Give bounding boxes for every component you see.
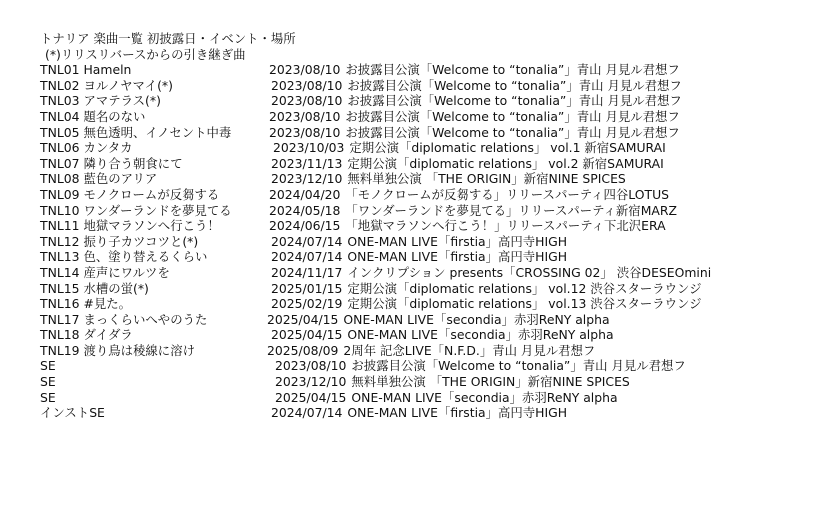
premiere-info — [271, 156, 664, 172]
list-item — [40, 312, 830, 328]
song-code: SE — [40, 374, 56, 390]
song-code: TNL03 — [40, 93, 80, 109]
premiere-date: 2023/08/10 — [269, 62, 341, 78]
song-code: TNL13 — [40, 249, 80, 265]
song-code: TNL05 — [40, 124, 80, 140]
list-item — [40, 171, 830, 187]
song-code: TNL08 — [40, 171, 80, 187]
song-code: SE — [40, 358, 56, 374]
premiere-info — [275, 358, 686, 374]
song-list — [40, 62, 830, 421]
song-title: 隣り合う朝食にて — [83, 155, 183, 171]
song-name — [40, 140, 133, 156]
premiere-date: 2025/04/15 — [275, 389, 347, 405]
premiere-event: 定期公演「diplomatic relations」 vol.13 渋谷スターラウンジ — [347, 296, 702, 312]
premiere-info — [267, 312, 610, 328]
premiere-date: 2024/07/14 — [271, 233, 343, 249]
premiere-event: インクリプション presents「CROSSING 02」 渋谷DESEOmini — [347, 264, 712, 280]
song-title: 藍色のアリア — [83, 171, 158, 187]
song-code: TNL10 — [40, 202, 80, 218]
list-item — [40, 327, 830, 343]
song-title: 振り子カツコツと(*) — [83, 233, 199, 249]
song-title: 水槽の蛍(*) — [83, 280, 149, 296]
premiere-date: 2023/12/10 — [271, 171, 343, 187]
song-name — [40, 187, 219, 203]
list-item — [40, 156, 830, 172]
premiere-event: お披露目公演「Welcome to “tonalia”」青山 月見ル君想フ — [345, 124, 680, 140]
premiere-info — [275, 374, 630, 390]
song-title: 題名のない — [83, 108, 146, 124]
list-item — [40, 296, 830, 312]
premiere-info — [273, 140, 666, 156]
premiere-event: 無料単独公演 「THE ORIGIN」新宿NINE SPICES — [347, 171, 626, 187]
premiere-event: ONE-MAN LIVE「secondia」赤羽ReNY alpha — [347, 327, 614, 343]
premiere-event: 定期公演「diplomatic relations」 vol.1 新宿SAMURAI — [349, 140, 666, 156]
premiere-event: ONE-MAN LIVE「firstia」高円寺HIGH — [347, 233, 568, 249]
premiere-info — [271, 78, 682, 94]
song-code: TNL11 — [40, 218, 80, 234]
premiere-date: 2023/08/10 — [269, 124, 341, 140]
list-item — [40, 281, 830, 297]
song-name — [40, 358, 56, 374]
premiere-event: ONE-MAN LIVE「firstia」高円寺HIGH — [347, 405, 568, 421]
song-name — [40, 109, 145, 125]
song-code: TNL18 — [40, 327, 80, 343]
song-title: 色、塗り替えるくらい — [83, 249, 208, 265]
song-name — [40, 93, 161, 109]
list-item — [40, 109, 830, 125]
song-name — [40, 62, 131, 78]
premiere-event: 「モノクロームが反芻する」リリースパーティ四谷LOTUS — [345, 186, 670, 202]
song-name — [40, 203, 232, 219]
premiere-event: 定期公演「diplomatic relations」 vol.12 渋谷スターラウンジ — [347, 280, 702, 296]
premiere-date: 2023/08/10 — [275, 358, 347, 374]
song-title: ワンダーランドを夢見てる — [83, 202, 232, 218]
premiere-event: お披露目公演「Welcome to “tonalia”」青山 月見ル君想フ — [347, 77, 682, 93]
song-code: TNL01 — [40, 62, 80, 78]
premiere-info — [269, 62, 680, 78]
list-item — [40, 218, 830, 234]
song-name — [40, 78, 173, 94]
premiere-date: 2025/04/15 — [271, 327, 343, 343]
premiere-info — [271, 327, 614, 343]
premiere-event: ONE-MAN LIVE「secondia」赤羽ReNY alpha — [351, 389, 618, 405]
premiere-info — [271, 405, 567, 421]
note-text: (*)リリスリバースからの引き継ぎ曲 — [45, 46, 246, 62]
list-item — [40, 265, 830, 281]
premiere-info — [267, 343, 595, 359]
song-code: SE — [40, 389, 56, 405]
premiere-info — [271, 281, 702, 297]
premiere-date: 2024/11/17 — [271, 264, 343, 280]
premiere-date: 2024/06/15 — [269, 218, 341, 234]
song-title: 無色透明、イノセント中毒 — [83, 124, 232, 140]
list-item — [40, 405, 830, 421]
premiere-date: 2025/01/15 — [271, 280, 343, 296]
song-title: 地獄マラソンへ行こう！ — [83, 218, 220, 234]
song-code: TNL06 — [40, 140, 80, 156]
premiere-date: 2024/04/20 — [269, 186, 341, 202]
song-title: ダイダラ — [83, 327, 133, 343]
list-item — [40, 343, 830, 359]
premiere-info — [275, 390, 618, 406]
song-code: TNL09 — [40, 186, 80, 202]
song-title: まっくらいへやのうた — [83, 311, 208, 327]
song-title: Hameln — [83, 62, 132, 78]
premiere-info — [271, 171, 626, 187]
premiere-event: 無料単独公演 「THE ORIGIN」新宿NINE SPICES — [351, 374, 630, 390]
premiere-info — [271, 265, 711, 281]
list-item — [40, 203, 830, 219]
premiere-date: 2023/12/10 — [275, 374, 347, 390]
premiere-event: 定期公演「diplomatic relations」 vol.2 新宿SAMURAI — [347, 155, 664, 171]
song-list-document — [40, 31, 830, 421]
song-title: モノクロームが反芻する — [83, 186, 220, 202]
premiere-info — [269, 125, 680, 141]
premiere-event: お披露目公演「Welcome to “tonalia”」青山 月見ル君想フ — [347, 93, 682, 109]
premiere-info — [269, 203, 677, 219]
song-title: 産声にワルツを — [83, 264, 170, 280]
song-code: TNL15 — [40, 280, 80, 296]
premiere-info — [269, 109, 680, 125]
song-code: TNL14 — [40, 264, 80, 280]
premiere-event: お披露目公演「Welcome to “tonalia”」青山 月見ル君想フ — [345, 62, 680, 78]
list-item — [40, 125, 830, 141]
premiere-event: 2周年 記念LIVE「N.F.D.」青山 月見ル君想フ — [343, 342, 596, 358]
song-name — [40, 218, 220, 234]
premiere-event: 「ワンダーランドを夢見てる」リリースパーティ新宿MARZ — [345, 202, 677, 218]
premiere-info — [271, 296, 702, 312]
premiere-date: 2025/02/19 — [271, 296, 343, 312]
list-item — [40, 78, 830, 94]
list-item — [40, 374, 830, 390]
song-name — [40, 312, 207, 328]
premiere-date: 2025/04/15 — [267, 311, 339, 327]
premiere-info — [269, 218, 666, 234]
song-name — [40, 249, 207, 265]
premiere-event: 「地獄マラソンへ行こう！」リリースパーティ下北沢ERA — [345, 218, 666, 234]
list-item — [40, 187, 830, 203]
premiere-date: 2023/08/10 — [269, 108, 341, 124]
song-code: TNL07 — [40, 155, 80, 171]
song-code: TNL12 — [40, 233, 80, 249]
premiere-date: 2024/05/18 — [269, 202, 341, 218]
song-title: ヨルノヤマイ(*) — [83, 77, 173, 93]
premiere-event: お披露目公演「Welcome to “tonalia”」青山 月見ル君想フ — [351, 358, 686, 374]
song-code: TNL16 — [40, 296, 80, 312]
song-name — [40, 327, 133, 343]
premiere-date: 2023/10/03 — [273, 140, 345, 156]
list-item — [40, 140, 830, 156]
song-name — [40, 296, 131, 312]
song-name — [40, 156, 183, 172]
song-name — [40, 405, 105, 421]
list-item — [40, 234, 830, 250]
premiere-date: 2023/11/13 — [271, 155, 343, 171]
premiere-date: 2023/08/10 — [271, 77, 343, 93]
song-name — [40, 265, 170, 281]
song-name — [40, 343, 195, 359]
song-title: カンタカ — [83, 140, 133, 156]
song-name — [40, 125, 231, 141]
song-code: TNL04 — [40, 108, 80, 124]
song-code: TNL17 — [40, 311, 80, 327]
song-name — [40, 390, 56, 406]
list-item — [40, 358, 830, 374]
song-code: インストSE — [40, 405, 105, 421]
premiere-info — [271, 234, 567, 250]
list-item — [40, 249, 830, 265]
song-code: TNL02 — [40, 77, 80, 93]
premiere-info — [271, 249, 567, 265]
premiere-event: ONE-MAN LIVE「secondia」赤羽ReNY alpha — [343, 311, 610, 327]
song-name — [40, 234, 198, 250]
premiere-date: 2025/08/09 — [267, 342, 339, 358]
page-title: トナリア 楽曲一覧 初披露日・イベント・場所 — [40, 31, 296, 46]
list-item — [40, 390, 830, 406]
song-title: 渡り鳥は稜線に溶け — [83, 342, 195, 358]
song-name — [40, 374, 56, 390]
song-title: #見た。 — [83, 296, 132, 312]
premiere-date: 2024/07/14 — [271, 249, 343, 265]
premiere-info — [271, 93, 682, 109]
premiere-event: お披露目公演「Welcome to “tonalia”」青山 月見ル君想フ — [345, 108, 680, 124]
premiere-date: 2024/07/14 — [271, 405, 343, 421]
premiere-event: ONE-MAN LIVE「firstia」高円寺HIGH — [347, 249, 568, 265]
song-title: アマテラス(*) — [83, 93, 161, 109]
song-code: TNL19 — [40, 342, 80, 358]
song-name — [40, 281, 149, 297]
song-name — [40, 171, 157, 187]
premiere-info — [269, 187, 669, 203]
list-item — [40, 62, 830, 78]
list-item — [40, 93, 830, 109]
premiere-date: 2023/08/10 — [271, 93, 343, 109]
